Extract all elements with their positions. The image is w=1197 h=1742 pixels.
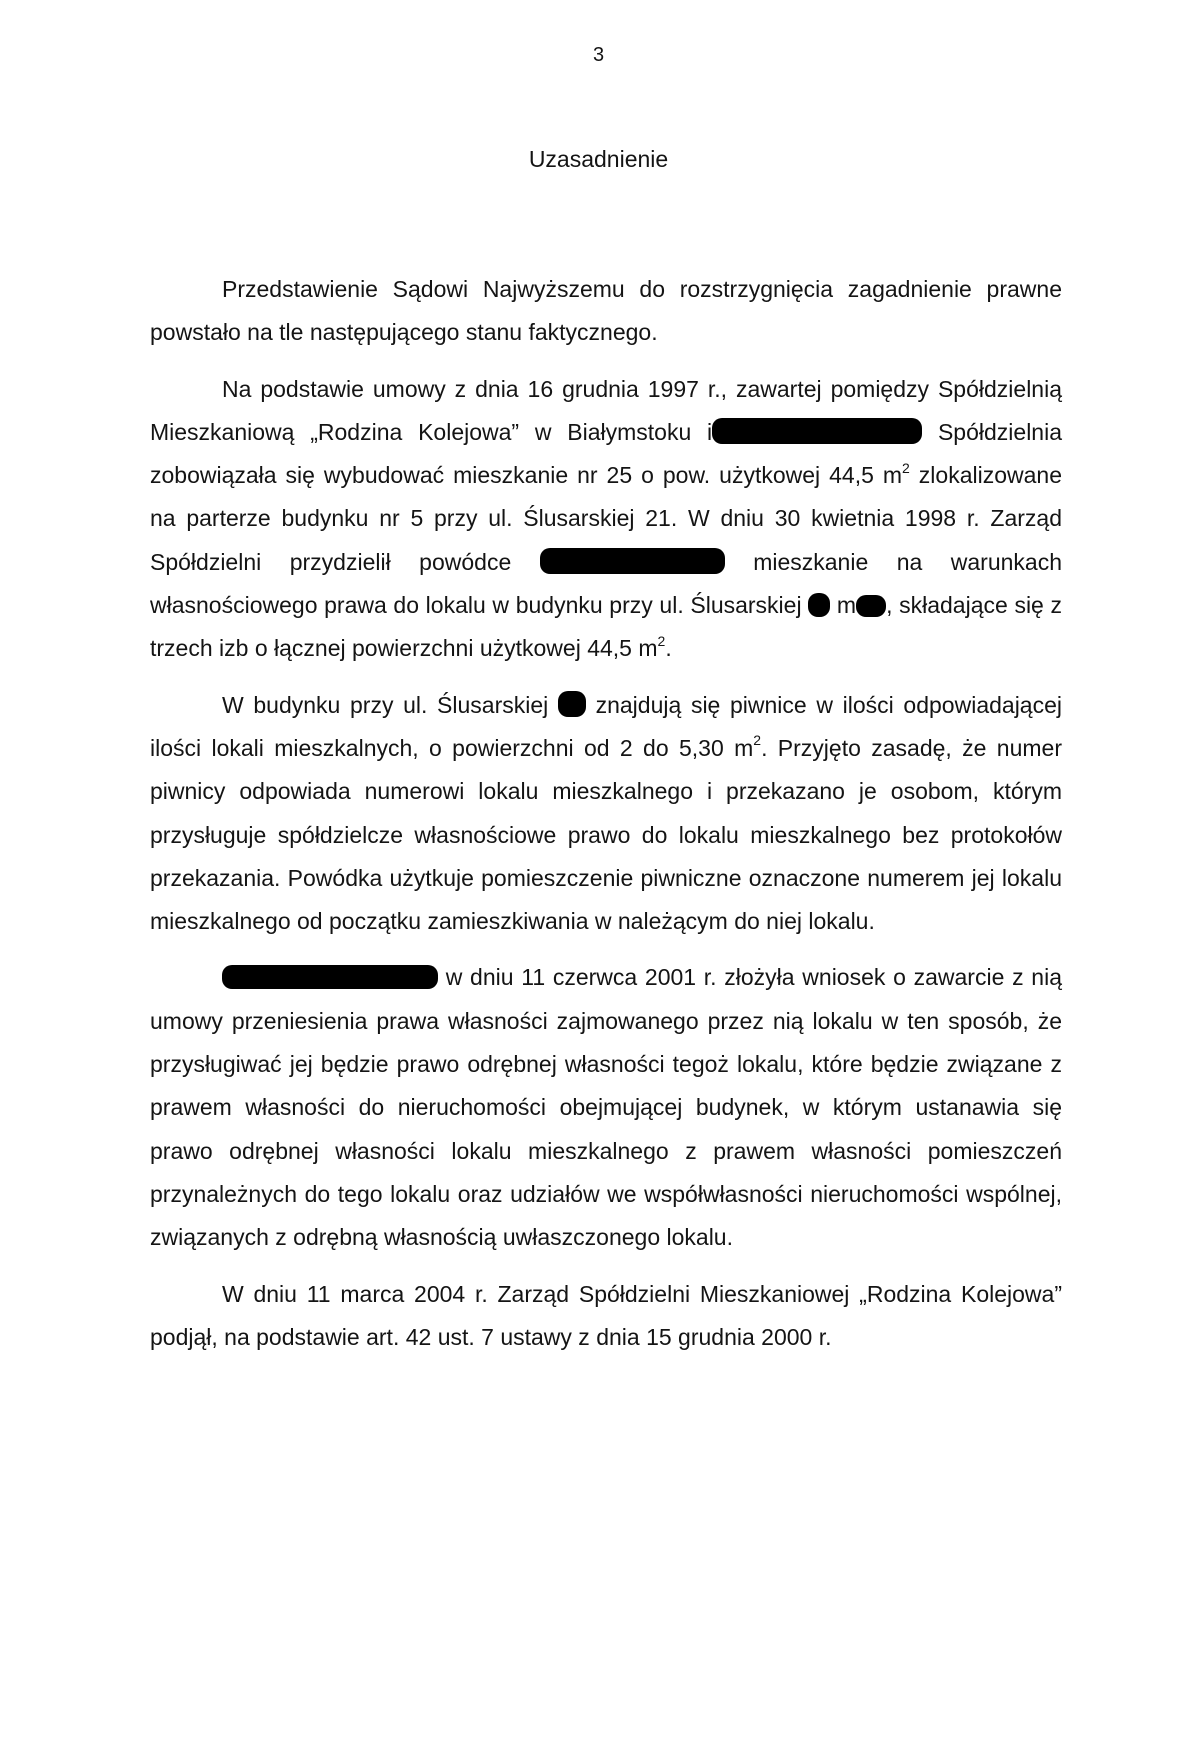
superscript: 2 bbox=[902, 459, 910, 476]
redaction-mark bbox=[856, 595, 886, 617]
redaction-mark bbox=[540, 548, 725, 574]
paragraph-3-text-3: . Przyjęto zasadę, że numer piwnicy odpowiada numerowi lokalu mieszkalnego i przekazano je osobom, którym przysługuje spółdzielcze własnościowe prawo do lokalu mieszkalnego bez protokołów przekazania. Powódka użytkuje pomieszczenie piwniczne oznaczone numerem jej lokalu mieszkalnego od początku zamieszkiwania w należącym do niej lokalu. bbox=[150, 734, 1062, 935]
paragraph-3 bbox=[150, 684, 1062, 944]
paragraph-2 bbox=[150, 368, 1062, 671]
paragraph-2-text-6: , składające się z trzech izb o łącznej powierzchni użytkowej 44,5 m bbox=[150, 592, 1063, 662]
redaction-mark bbox=[222, 965, 438, 989]
paragraph-3-text-1: W budynku przy ul. Ślusarskiej bbox=[222, 691, 558, 718]
paragraph-2-text-1: Na podstawie umowy z dnia 16 grudnia 1997 r., zawartej pomiędzy Spółdzielnią Mieszkaniową „Rodzina Kolejowa” w Białymstoku i bbox=[150, 375, 1062, 445]
document-body bbox=[150, 268, 1062, 1359]
document-heading: Uzasadnienie bbox=[528, 146, 669, 172]
paragraph-2-text-3: zlokalizowane na parterze budynku nr 5 przy ul. Ślusarskiej 21. W dniu 30 kwietnia 1998 r. Zarząd Spółdzielni przydzielił powódce bbox=[150, 462, 1062, 575]
paragraph-4 bbox=[150, 956, 1062, 1259]
paragraph-3-text-2: znajdują się piwnice w ilości odpowiadającej ilości lokali mieszkalnych, o powierzchni od 2 do 5,30 m bbox=[150, 691, 1062, 761]
page-number: 3 bbox=[592, 44, 605, 66]
paragraph-5: W dniu 11 marca 2004 r. Zarząd Spółdzielni Mieszkaniowej „Rodzina Kolejowa” podjął, na podstawie art. 42 ust. 7 ustawy z dnia 15 grudnia 2000 r. bbox=[150, 1280, 1062, 1350]
redaction-mark bbox=[558, 691, 586, 717]
paragraph-2-text-4: mieszkanie na warunkach własnościowego prawa do lokalu w budynku przy ul. Ślusarskiej bbox=[150, 548, 1063, 619]
paragraph-2-text-7: . bbox=[665, 635, 672, 662]
redaction-mark bbox=[712, 418, 922, 444]
paragraph-1: Przedstawienie Sądowi Najwyższemu do rozstrzygnięcia zagadnienie prawne powstało na tle następującego stanu faktycznego. bbox=[150, 276, 1062, 346]
superscript: 2 bbox=[753, 732, 762, 749]
paragraph-4-text-1: w dniu 11 czerwca 2001 r. złożyła wniosek o zawarcie z nią umowy przeniesienia prawa własności zajmowanego przez nią lokalu w ten sposób, że przysługiwać jej będzie prawo odrębnej własności tegoż lokalu, które będzie związane z prawem własności do nieruchomości obejmującej budynek, w którym ustanawia się prawo odrębnej własności lokalu mieszkalnego z prawem własności pomieszczeń przynależnych do tego lokalu oraz udziałów we współwłasności nieruchomości wspólnej, związanych z odrębną własnością uwłaszczonego lokalu. bbox=[150, 964, 1062, 1251]
paragraph-2-text-2: Spółdzielnia zobowiązała się wybudować mieszkanie nr 25 o pow. użytkowej 44,5 m bbox=[150, 418, 1062, 489]
paragraph-2-text-5: m bbox=[830, 592, 857, 619]
redaction-mark bbox=[808, 593, 830, 617]
superscript: 2 bbox=[657, 632, 666, 649]
